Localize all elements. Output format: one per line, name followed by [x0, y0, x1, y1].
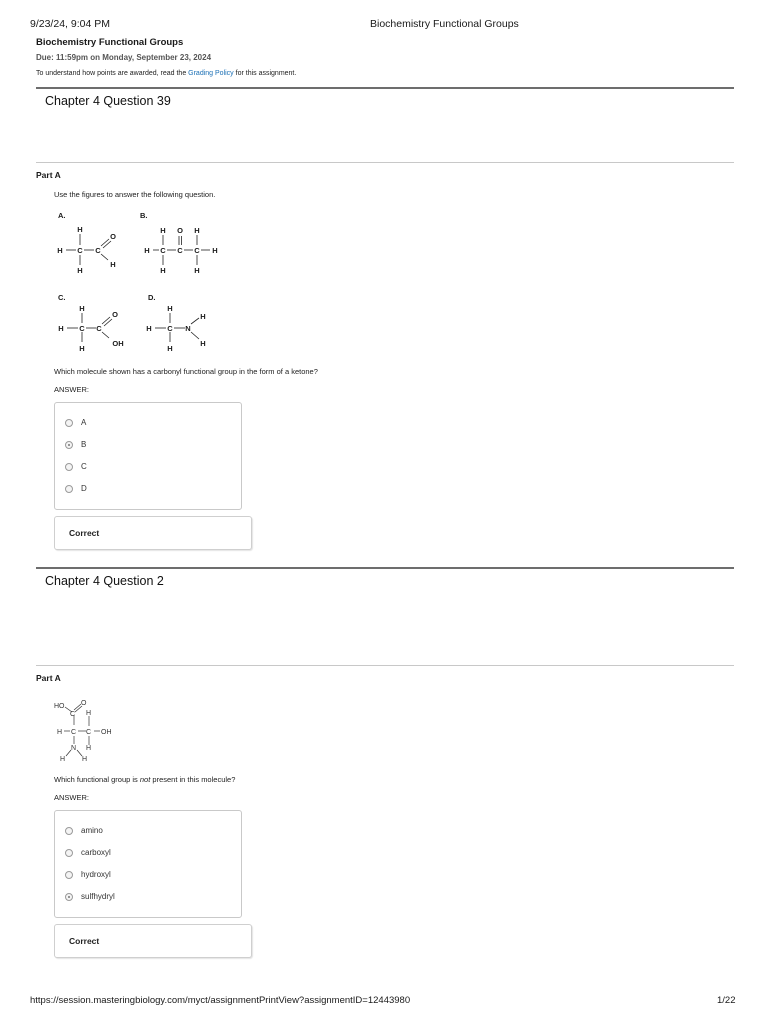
divider [36, 162, 734, 163]
result-label: Correct [69, 528, 100, 538]
page-number: 1/22 [717, 995, 736, 1006]
result-label: Correct [69, 936, 100, 946]
amino-acid-figure [52, 698, 132, 764]
divider [36, 665, 734, 666]
svg-text:O: O [81, 700, 87, 707]
svg-text:H: H [146, 324, 152, 333]
svg-text:C: C [79, 324, 85, 333]
svg-text:C: C [167, 324, 173, 333]
figure-label-c: C. [58, 293, 66, 302]
option-label: D [81, 484, 87, 493]
print-datetime: 9/23/24, 9:04 PM [30, 18, 110, 30]
svg-text:C: C [194, 246, 200, 255]
option-c[interactable] [65, 462, 87, 471]
divider [36, 87, 734, 89]
assignment-title: Biochemistry Functional Groups [36, 37, 184, 48]
figure-label-a: A. [58, 211, 66, 220]
svg-text:C: C [70, 711, 76, 718]
svg-text:H: H [86, 710, 92, 717]
svg-text:C: C [77, 246, 83, 255]
question-title: Chapter 4 Question 39 [45, 94, 171, 108]
answer-label: ANSWER: [54, 385, 90, 394]
svg-text:H: H [160, 226, 166, 235]
svg-text:H: H [77, 266, 83, 275]
molecule-figures [52, 208, 242, 360]
policy-prefix: To understand how points are awarded, read the [36, 70, 189, 77]
option-hydroxyl[interactable] [65, 870, 111, 879]
radio-button-selected[interactable] [65, 441, 73, 449]
radio-button[interactable] [65, 419, 73, 427]
prompt-before: Which functional group is [54, 775, 140, 784]
svg-text:H: H [194, 266, 200, 275]
option-label: A [81, 418, 87, 427]
svg-text:H: H [57, 246, 63, 255]
question-title: Chapter 4 Question 2 [45, 574, 164, 588]
svg-text:H: H [79, 344, 85, 353]
question-instruction: Use the figures to answer the following question. [54, 190, 216, 199]
due-date: Due: 11:59pm on Monday, September 23, 2024 [36, 53, 212, 62]
option-amino[interactable] [65, 826, 103, 835]
svg-text:C: C [95, 246, 101, 255]
grading-policy-note [36, 70, 296, 77]
svg-text:O: O [177, 226, 183, 235]
svg-text:C: C [177, 246, 183, 255]
svg-text:H: H [144, 246, 150, 255]
svg-text:C: C [160, 246, 166, 255]
figure-label-d: D. [148, 293, 156, 302]
svg-text:H: H [58, 324, 64, 333]
option-label: B [81, 440, 87, 449]
radio-button[interactable] [65, 871, 73, 879]
svg-text:H: H [110, 260, 116, 269]
svg-text:H: H [200, 312, 206, 321]
part-label: Part A [36, 170, 61, 180]
option-b[interactable] [65, 440, 86, 449]
svg-text:C: C [71, 729, 77, 736]
option-sulfhydryl[interactable] [65, 892, 115, 901]
radio-button[interactable] [65, 827, 73, 835]
option-carboxyl[interactable] [65, 848, 111, 857]
answer-options [54, 810, 242, 918]
svg-text:N: N [71, 745, 77, 752]
question-prompt [54, 775, 235, 784]
option-label: hydroxyl [81, 870, 111, 879]
svg-text:OH: OH [101, 729, 112, 736]
grading-policy-link[interactable]: Grading Policy [188, 70, 234, 77]
svg-text:H: H [194, 226, 200, 235]
print-url: https://session.masteringbiology.com/myct/assignmentPrintView?assignmentID=12443980 [30, 995, 411, 1006]
svg-text:O: O [110, 232, 116, 241]
prompt-after: present in this molecule? [150, 775, 236, 784]
svg-text:H: H [212, 246, 218, 255]
svg-text:C: C [96, 324, 102, 333]
svg-text:O: O [112, 310, 118, 319]
svg-text:OH: OH [112, 339, 124, 348]
radio-button-selected[interactable] [65, 893, 73, 901]
option-label: sulfhydryl [81, 892, 115, 901]
divider [36, 567, 734, 569]
question-prompt: Which molecule shown has a carbonyl functional group in the form of a ketone? [54, 367, 318, 376]
svg-text:H: H [82, 756, 88, 763]
option-label: amino [81, 826, 103, 835]
svg-text:H: H [167, 344, 173, 353]
svg-text:C: C [86, 729, 92, 736]
option-d[interactable] [65, 484, 87, 493]
svg-text:H: H [86, 745, 92, 752]
result-feedback [54, 516, 252, 550]
svg-text:H: H [60, 756, 66, 763]
print-title: Biochemistry Functional Groups [370, 18, 519, 30]
svg-text:H: H [160, 266, 166, 275]
figure-label-b: B. [140, 211, 148, 220]
svg-text:H: H [57, 729, 63, 736]
radio-button[interactable] [65, 485, 73, 493]
radio-button[interactable] [65, 849, 73, 857]
svg-text:H: H [167, 304, 173, 313]
option-label: carboxyl [81, 848, 111, 857]
policy-suffix: for this assignment. [233, 70, 297, 77]
svg-text:N: N [185, 324, 191, 333]
result-feedback [54, 924, 252, 958]
answer-label: ANSWER: [54, 793, 90, 802]
radio-button[interactable] [65, 463, 73, 471]
svg-text:H: H [79, 304, 85, 313]
svg-text:HO: HO [54, 703, 65, 710]
part-label: Part A [36, 673, 61, 683]
option-label: C [81, 462, 87, 471]
option-a[interactable] [65, 418, 86, 427]
svg-text:H: H [77, 225, 83, 234]
svg-text:H: H [200, 339, 206, 348]
prompt-emphasis: not [139, 775, 151, 784]
answer-options [54, 402, 242, 510]
